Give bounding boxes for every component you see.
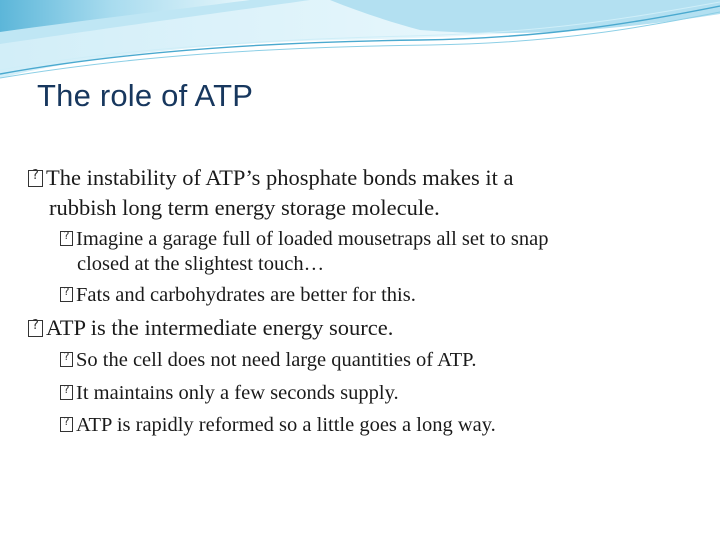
sub-bullet-1-2-text: Fats and carbohydrates are better for this. bbox=[76, 284, 416, 306]
sub-bullet-1-1-continuation: closed at the slightest touch… bbox=[77, 253, 325, 275]
sub-bullet-2-3 bbox=[60, 414, 496, 437]
sub-bullet-2-1 bbox=[60, 349, 476, 372]
bullet-1 bbox=[28, 165, 513, 191]
bullet-2 bbox=[28, 315, 393, 341]
missing-glyph-box-icon bbox=[28, 170, 43, 187]
sub-bullet-2-2-text: It maintains only a few seconds supply. bbox=[76, 382, 399, 404]
missing-glyph-box-icon bbox=[28, 320, 43, 337]
sub-bullet-1-1 bbox=[60, 228, 548, 251]
missing-glyph-box-icon bbox=[60, 352, 73, 367]
missing-glyph-box-icon bbox=[60, 287, 73, 302]
missing-glyph-box-icon bbox=[60, 231, 73, 246]
sub-bullet-1-1-text: Imagine a garage full of loaded mousetraps all set to snap bbox=[76, 228, 549, 250]
slide-title: The role of ATP bbox=[37, 78, 254, 113]
sub-bullet-2-1-text: So the cell does not need large quantities of ATP. bbox=[76, 349, 477, 371]
header-wave-decoration bbox=[0, 0, 720, 90]
bullet-2-text: ATP is the intermediate energy source. bbox=[46, 315, 394, 340]
sub-bullet-2-3-text: ATP is rapidly reformed so a little goes a long way. bbox=[76, 414, 496, 436]
bullet-1-continuation: rubbish long term energy storage molecule. bbox=[49, 195, 440, 220]
missing-glyph-box-icon bbox=[60, 385, 73, 400]
bullet-1-text: The instability of ATP’s phosphate bonds makes it a bbox=[46, 165, 514, 190]
sub-bullet-2-2 bbox=[60, 382, 399, 405]
missing-glyph-box-icon bbox=[60, 417, 73, 432]
sub-bullet-1-2 bbox=[60, 284, 416, 307]
